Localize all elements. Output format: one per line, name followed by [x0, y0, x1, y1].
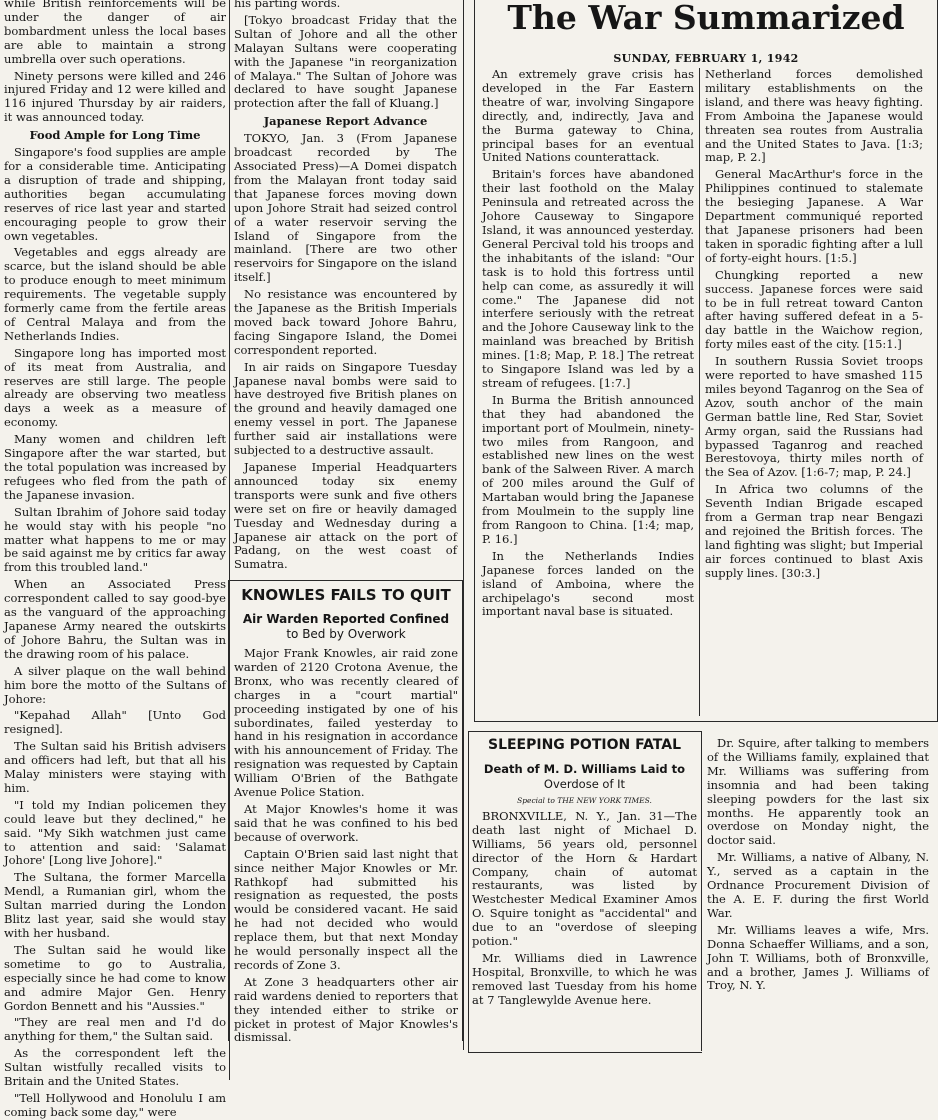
sleeping-headline: SLEEPING POTION FATAL	[487, 737, 682, 753]
knowles-deck-2: to Bed by Overwork	[286, 627, 406, 641]
knowles-article	[234, 584, 458, 1044]
food-para: "They are real men and I'd do anything for them," the Sultan said.	[4, 1015, 226, 1044]
summary-para: In Burma the British announced that they had abandoned the important port of Moulmein, ninety-two miles from Rangoon, and established new lines on the west bank of the Salween River. A march of 200 miles around the Gulf of Martaban would bring the Japanese from Moulmein to the supply line from Rangoon to China. [1:4; map, P. 16.]	[482, 392, 694, 546]
column-divider-2	[463, 0, 464, 1050]
sleeping-para: Mr. Williams, a native of Albany, N. Y., served as a captain in the Ordnance Procurement Division of the A. E. F. during the first World War.	[707, 850, 929, 920]
food-para: As the correspondent left the Sultan wistfully recalled visits to Britain and the United States.	[4, 1046, 226, 1089]
column-1	[4, 0, 226, 1119]
food-para: Sultan Ibrahim of Johore said today he would stay with his people "no matter what happens to me or may be said against me by critics far away from this troubled land."	[4, 504, 226, 575]
sleeping-para: Dr. Squire, after talking to members of the Williams family, explained that Mr. Williams was suffering from insomnia and had been taking sleeping powders for the last six months. He apparently took an overdose on Monday night, the doctor said.	[707, 736, 930, 848]
sleeping-article-right	[707, 737, 929, 1053]
knowles-para: At Zone 3 headquarters other air raid wardens denied to reporters that they intended either to strike or picket in protest of Major Knowles's dismissal.	[234, 974, 458, 1045]
war-summary-left-column	[482, 68, 694, 718]
summary-para: In southern Russia Soviet troops were reported to have smashed 115 miles beyond Taganrog on the Sea of Azov, south anchor of the main German battle line, Red Star, Soviet Army organ, said the Russians had bypassed Taganrog and reached Berestovoya, thirty miles north of the Sea of Azov. [1:6-7; map, P. 24.]	[705, 354, 923, 480]
food-para: Singapore long has imported most of its meat from Australia, and reserves are still large. The people already are observing two meatless days a week as a measure of economy.	[4, 345, 226, 430]
japanese-para: No resistance was encountered by the Japanese as the British Imperials moved back toward Johore Bahru, facing Singapore Island, the Domei correspondent reported.	[234, 287, 457, 357]
sleeping-para: Mr. Williams died in Lawrence Hospital, Bronxville, to which he was removed last Tuesday from his home at 7 Tanglewylde Avenue here.	[472, 950, 697, 1007]
summary-para: In the Netherlands Indies Japanese forces landed on the island of Amboina, where the archipelago's second most important naval base is situated.	[482, 548, 694, 619]
col2-lead-para-2: [Tokyo broadcast Friday that the Sultan of Johore and all the other Malayan Sultans were cooperating with the Japanese "in reorganization of Malaya." The Sultan of Johore was declared to have sought Japanese protection after the fall of Kluang.]	[234, 12, 457, 111]
summary-para: Netherland forces demolished military establishments on the island, and there was heavy fighting. From Amboina the Japanese would threaten sea routes from Australia and the United States to Java. [1:3; map, P. 2.]	[705, 67, 923, 165]
food-para: Singapore's food supplies are ample for a considerable time. Anticipating a disruption of trade and shipping, authorities began accumulating reserves of rice last year and started encouraging people to grow their own vegetables.	[4, 145, 226, 243]
sleeping-divider	[701, 731, 702, 1051]
japanese-para: Japanese Imperial Headquarters announced today six enemy transports were sunk and five others were set on fire or heavily damaged Tuesday and Wednesday during a Japanese air attack on the port of Padang, on the west coast of Sumatra.	[234, 460, 457, 572]
japanese-para: In air raids on Singapore Tuesday Japanese naval bombs were said to have destroyed five British planes on the ground and heavily damaged one enemy vessel in port. The Japanese further said air installations were subjected to a destructive assault.	[234, 359, 457, 458]
food-article	[4, 146, 226, 1120]
war-summary-title: The War Summarized	[507, 0, 905, 37]
summary-para: Britain's forces have abandoned their last foothold on the Malay Peninsula and retreated across the Johore Causeway to Singapore Island, it was announced yesterday. General Percival told his troops and the inhabitants of the island: "Our task is to hold this fortress until help can come, as assuredly it will come." The Japanese did not interfere seriously with the retreat and the Johore Causeway link to the mainland was breached by British mines. [1:8; Map, P. 18.] The retreat to Singapore Island was led by a stream of refugees. [1:7.]	[482, 167, 694, 390]
summary-para: An extremely grave crisis has developed in the Far Eastern theatre of war, involving Singapore directly, and, indirectly, Java and the Burma gateway to China, principal bases for an eventual United Nations counterattack.	[482, 67, 694, 165]
knowles-para: Major Frank Knowles, air raid zone warden of 2120 Crotona Avenue, the Bronx, who was recently cleared of charges in a "court martial" proceeding instigated by one of his subordinates, failed yesterday to hand in his resignation in accordance with his announcement of Friday. The resignation was requested by Captain William O'Brien of the Bathgate Avenue Police Station.	[234, 646, 458, 800]
food-para: A silver plaque on the wall behind him bore the motto of the Sultans of Johore:	[4, 663, 226, 706]
war-summary-divider	[699, 68, 700, 716]
col1-lead	[4, 0, 226, 125]
food-para: "Kepahad Allah" [Unto God resigned].	[4, 708, 226, 737]
food-para: "Tell Hollywood and Honolulu I am coming back some day," were	[4, 1090, 226, 1119]
food-para: The Sultan said his British advisers and officers had left, but that all his Malay ministers were staying with him.	[4, 739, 226, 795]
food-para: Vegetables and eggs already are scarce, but the island should be able to produce enough to meet minimum requirements. The vegetable supply formerly came from the fertile areas of Central Malaya and from the Netherlands Indies.	[4, 245, 226, 343]
war-summary-right-column	[705, 68, 923, 718]
col1-lead-para-1: while British reinforcements will be under the danger of air bombardment unless the local bases are able to maintain a strong umbrella over such operations.	[4, 0, 226, 66]
sleeping-deck-1: Death of M. D. Williams Laid to	[483, 762, 686, 776]
food-heading: Food Ample for Long Time	[29, 128, 201, 143]
sleeping-article-left	[472, 734, 697, 1050]
col2-lead-para-1: his parting words.	[234, 0, 341, 10]
summary-para: General MacArthur's force in the Philippines continued to stalemate the besieging Japanese. A War Department communiqué reported that Japanese prisoners had been taken in sporadic fighting after a lull of forty-eight hours. [1:5.]	[705, 167, 923, 265]
food-para: Many women and children left Singapore after the war started, but the total population was increased by refugees who fled from the path of the Japanese invasion.	[4, 432, 226, 502]
summary-para: Chungking reported a new success. Japanese forces were said to be in full retreat toward Canton after having suffered defeat in a 5-day battle in the Waichow region, forty miles east of the city. [15:1.]	[705, 267, 923, 352]
sleeping-credit: Special to THE NEW YORK TIMES.	[517, 796, 652, 805]
food-para: The Sultan said he would like sometime to go to Australia, especially since he had come to know and admire Major Gen. Henry Gordon Bennett and his "Aussies."	[4, 942, 226, 1013]
sleeping-deck-2: Overdose of It	[543, 777, 626, 791]
food-para: When an Associated Press correspondent called to say good-bye as the vanguard of the approaching Japanese Army neared the outskirts of Johore Bahru, the Sultan was in the drawing room of his palace.	[4, 577, 226, 661]
food-para: The Sultana, the former Marcella Mendl, a Rumanian girl, whom the Sultan married during the London Blitz last year, said she would stay with her husband.	[4, 870, 226, 940]
summary-para: In Africa two columns of the Seventh Indian Brigade escaped from a German trap near Bengazi and rejoined the British forces. The land fighting was slight; but Imperial air forces continued to blast Axis supply lines. [30:3.]	[705, 482, 923, 580]
sleeping-para: Mr. Williams leaves a wife, Mrs. Donna Schaeffer Williams, and a son, John T. Williams, both of Bronxville, and a brother, James J. Williams of Troy, N. Y.	[707, 922, 929, 993]
knowles-para: Captain O'Brien said last night that since neither Major Knowles or Mr. Rathkopf had submitted his resignation as requested, the posts would be considered vacant. He said he had not decided who would replace them, but that next Monday he would personally inspect all the records of Zone 3.	[234, 846, 458, 972]
column-2	[234, 0, 457, 577]
col1-lead-para-2: Ninety persons were killed and 246 injured Friday and 12 were killed and 116 injured Thursday by air raiders, it was announced today.	[4, 68, 226, 125]
knowles-headline: KNOWLES FAILS TO QUIT	[241, 586, 451, 604]
sleeping-para: BRONXVILLE, N. Y., Jan. 31—The death last night of Michael D. Williams, 56 years old, personnel director of the Horn & Hardart Company, chain of automat restaurants, was listed by Westchester Medical Examiner Amos O. Squire tonight as "accidental" and due to an "overdose of sleeping potion."	[472, 808, 697, 949]
japanese-heading: Japanese Report Advance	[263, 114, 428, 129]
food-para: "I told my Indian policemen they could leave but they declined," he said. "My Sikh watchmen just came to attention and said: 'Salamat Johore' [Long live Johore]."	[4, 797, 226, 868]
war-summary-dateline: SUNDAY, FEBRUARY 1, 1942	[613, 52, 799, 65]
japanese-para: TOKYO, Jan. 3 (From Japanese broadcast recorded by The Associated Press)—A Domei dispatch from the Malayan front today said that Japanese forces moving down upon Johore Strait had seized control of a water reservoir serving the Island of Singapore from the mainland. [There are two other reservoirs for Singapore on the island itself.]	[234, 131, 457, 285]
knowles-para: At Major Knowles's home it was said that he was confined to his bed because of overwork.	[234, 801, 458, 844]
knowles-deck-1: Air Warden Reported Confined	[242, 612, 450, 626]
